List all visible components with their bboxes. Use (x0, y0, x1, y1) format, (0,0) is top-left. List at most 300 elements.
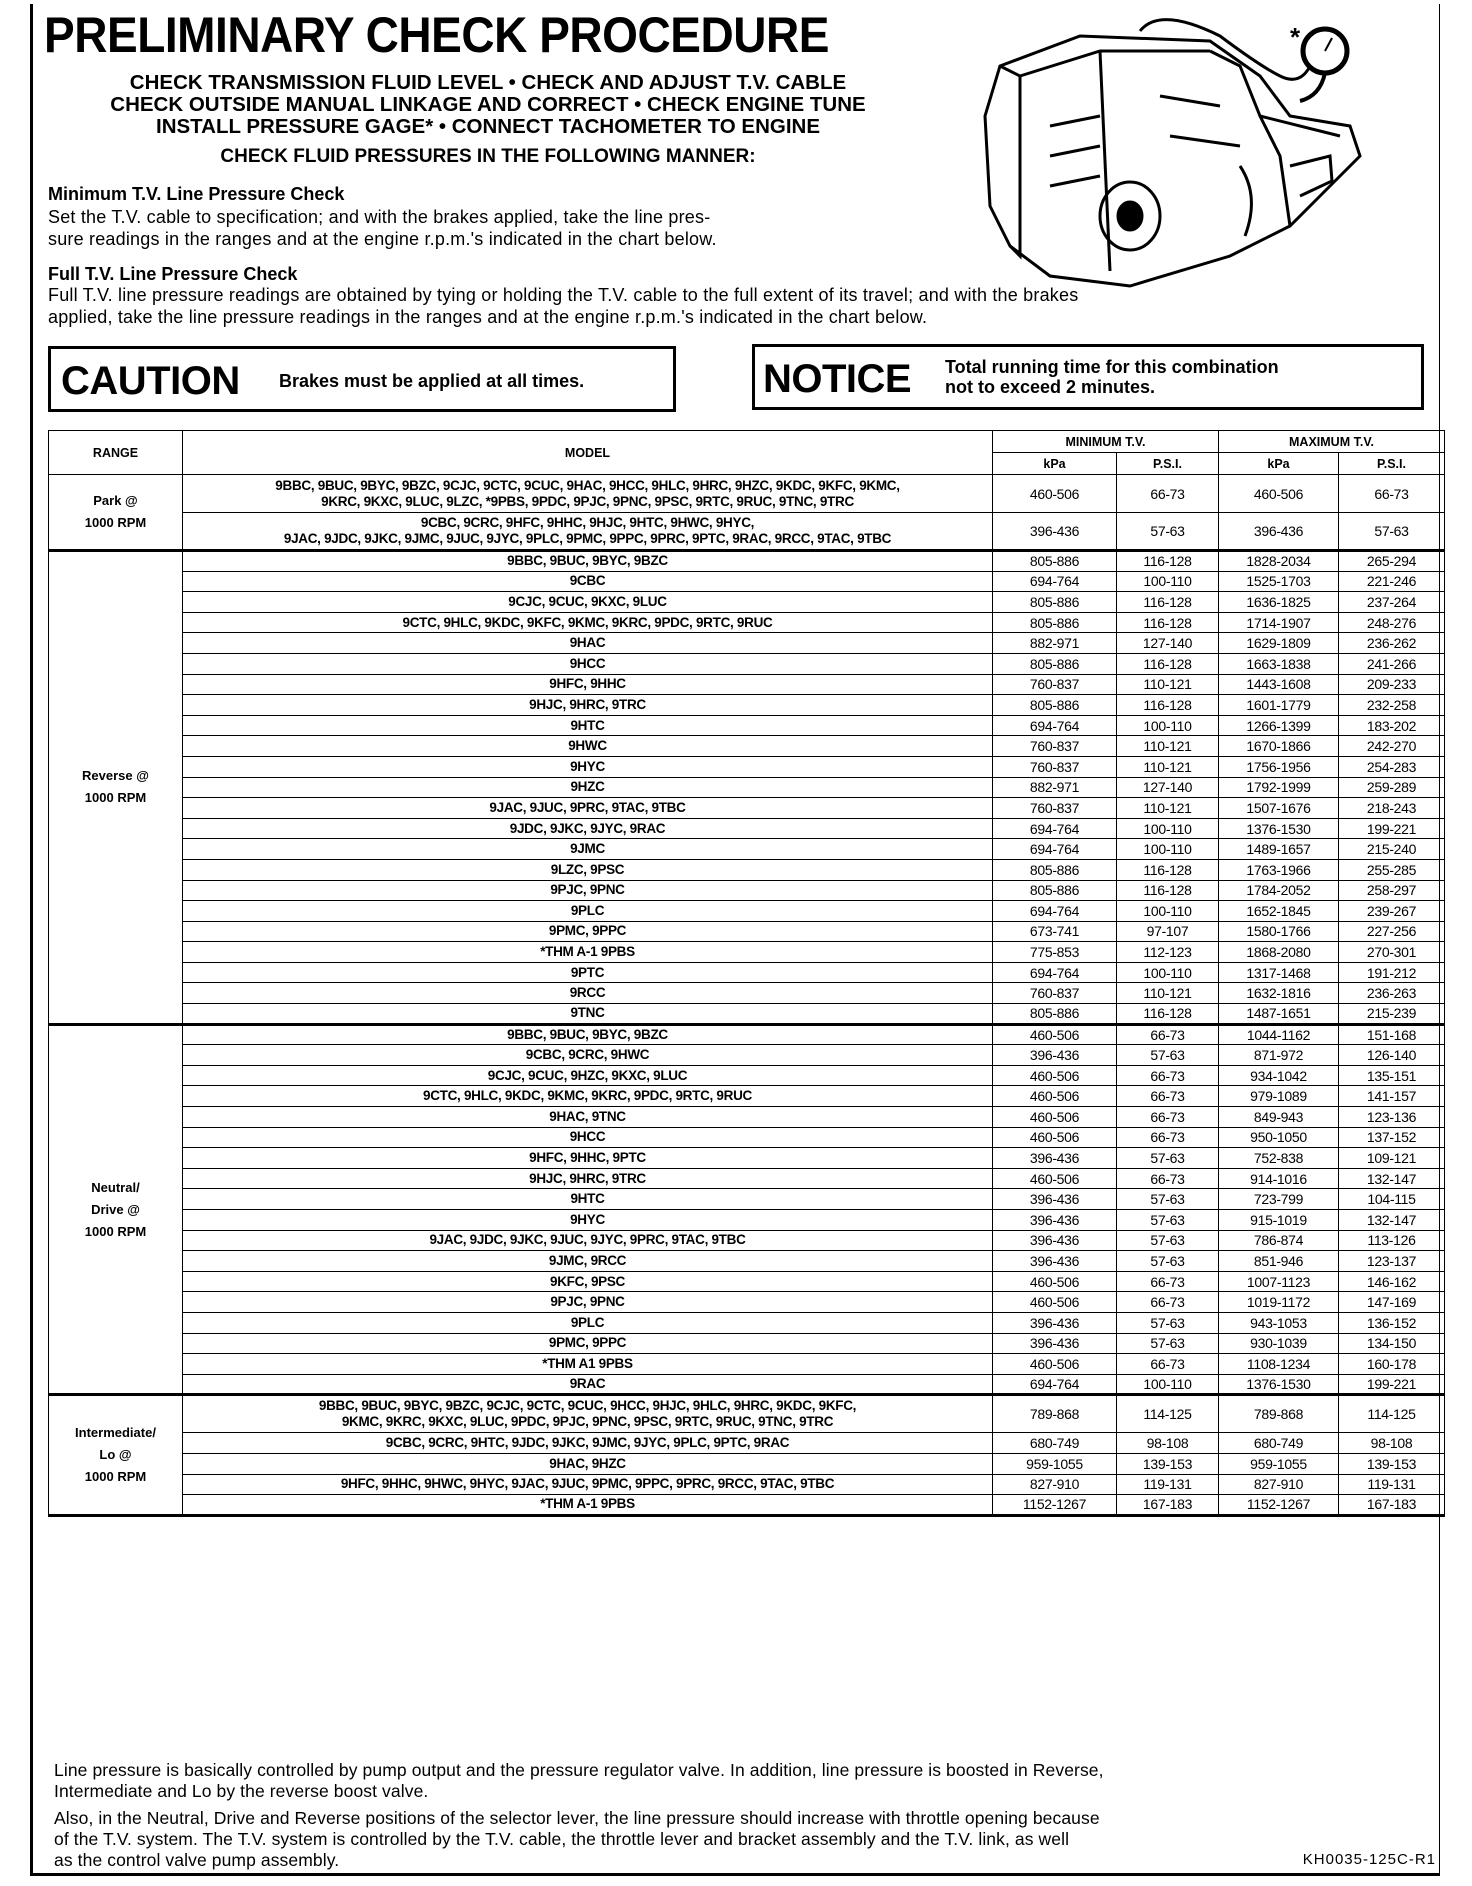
model-cell (183, 1395, 993, 1433)
table-row (49, 880, 1445, 901)
model-line: 9JMC (570, 841, 605, 857)
min-kpa-cell: 694-764 (993, 1374, 1117, 1395)
min-kpa-cell: 460-506 (993, 1354, 1117, 1375)
min-kpa-cell: 805-886 (993, 592, 1117, 613)
min-psi-cell: 97-107 (1117, 921, 1219, 942)
table-row (49, 1251, 1445, 1272)
min-psi-cell: 127-140 (1117, 777, 1219, 798)
min-psi-cell: 100-110 (1117, 1374, 1219, 1395)
model-cell (183, 1292, 993, 1313)
max-psi-cell: 241-266 (1339, 653, 1445, 674)
min-kpa-cell: 805-886 (993, 612, 1117, 633)
max-kpa-cell: 1152-1267 (1219, 1495, 1339, 1516)
table-row (49, 1168, 1445, 1189)
min-psi-cell: 116-128 (1117, 612, 1219, 633)
model-line: 9JDC, 9JKC, 9JYC, 9RAC (509, 820, 666, 836)
range-label-line: Drive @ (91, 1201, 140, 1217)
table-row (49, 1395, 1445, 1433)
min-psi-cell: 57-63 (1117, 1230, 1219, 1251)
min-kpa-cell: 396-436 (993, 1189, 1117, 1210)
min-psi-cell: 110-121 (1117, 736, 1219, 757)
max-psi-cell: 239-267 (1339, 901, 1445, 922)
header-maximum-tv: MAXIMUM T.V. (1219, 431, 1445, 453)
max-kpa-cell: 1487-1651 (1219, 1004, 1339, 1025)
model-line: 9CJC, 9CUC, 9HZC, 9KXC, 9LUC (487, 1067, 688, 1083)
min-kpa-cell: 760-837 (993, 674, 1117, 695)
table-row (49, 1210, 1445, 1231)
max-psi-cell: 237-264 (1339, 592, 1445, 613)
max-kpa-cell: 871-972 (1219, 1045, 1339, 1066)
model-cell (183, 736, 993, 757)
max-kpa-cell: 950-1050 (1219, 1127, 1339, 1148)
table-row (49, 513, 1445, 551)
model-line: 9HJC, 9HRC, 9TRC (529, 1170, 646, 1186)
model-line: 9BBC, 9BUC, 9BYC, 9BZC, 9CJC, 9CTC, 9CUC, 9HCC, 9HJC, 9HLC, 9HRC, 9KDC, 9KFC, (318, 1398, 857, 1414)
min-kpa-cell: 694-764 (993, 839, 1117, 860)
table-row (49, 612, 1445, 633)
max-kpa-cell: 1828-2034 (1219, 551, 1339, 572)
min-kpa-cell: 460-506 (993, 1168, 1117, 1189)
min-psi-cell: 57-63 (1117, 1312, 1219, 1333)
min-psi-cell: 66-73 (1117, 1086, 1219, 1107)
table-row (49, 756, 1445, 777)
max-kpa-cell: 1663-1838 (1219, 653, 1339, 674)
min-kpa-cell: 396-436 (993, 1251, 1117, 1272)
min-kpa-cell: 760-837 (993, 983, 1117, 1004)
min-psi-cell: 98-108 (1117, 1433, 1219, 1454)
max-kpa-cell: 914-1016 (1219, 1168, 1339, 1189)
min-psi-cell: 57-63 (1117, 1251, 1219, 1272)
table-row (49, 1230, 1445, 1251)
model-line: 9CJC, 9CUC, 9KXC, 9LUC (508, 593, 667, 609)
min-psi-cell: 100-110 (1117, 901, 1219, 922)
range-label-line: 1000 RPM (84, 515, 147, 530)
table-row (49, 1004, 1445, 1025)
model-cell (183, 1433, 993, 1454)
min-psi-cell: 100-110 (1117, 962, 1219, 983)
min-kpa-cell: 827-910 (993, 1474, 1117, 1495)
table-row (49, 571, 1445, 592)
min-kpa-cell: 460-506 (993, 1292, 1117, 1313)
model-line: 9JAC, 9JDC, 9JKC, 9JMC, 9JUC, 9JYC, 9PLC, 9PMC, 9PPC, 9PRC, 9PTC, 9RAC, 9RCC, 9TAC, 9TBC (283, 531, 892, 546)
max-psi-cell: 215-239 (1339, 1004, 1445, 1025)
min-kpa-cell: 460-506 (993, 1086, 1117, 1107)
max-psi-cell: 139-153 (1339, 1453, 1445, 1474)
model-cell (183, 1333, 993, 1354)
min-kpa-cell: 680-749 (993, 1433, 1117, 1454)
max-psi-cell: 57-63 (1339, 513, 1445, 551)
min-psi-cell: 116-128 (1117, 859, 1219, 880)
model-cell (183, 1024, 993, 1045)
min-psi-cell: 66-73 (1117, 1271, 1219, 1292)
model-cell (183, 1312, 993, 1333)
min-kpa-cell: 805-886 (993, 551, 1117, 572)
model-line: 9PMC, 9PPC (548, 1335, 627, 1351)
range-label-line: 1000 RPM (84, 1469, 147, 1485)
max-kpa-cell: 1317-1468 (1219, 962, 1339, 983)
model-cell (183, 715, 993, 736)
min-kpa-cell: 882-971 (993, 777, 1117, 798)
max-kpa-cell: 979-1089 (1219, 1086, 1339, 1107)
min-kpa-cell: 694-764 (993, 901, 1117, 922)
header-min-psi: P.S.I. (1117, 453, 1219, 475)
max-psi-cell: 113-126 (1339, 1230, 1445, 1251)
max-psi-cell: 114-125 (1339, 1395, 1445, 1433)
max-kpa-cell: 1632-1816 (1219, 983, 1339, 1004)
footer-p2-line-2: of the T.V. system. The T.V. system is controlled by the T.V. cable, the throttle lever and bracket assembly and the T.V. link, as well (54, 1829, 1070, 1849)
min-kpa-cell: 396-436 (993, 1333, 1117, 1354)
model-line: 9HFC, 9HHC (549, 676, 626, 692)
max-psi-cell: 255-285 (1339, 859, 1445, 880)
max-psi-cell: 259-289 (1339, 777, 1445, 798)
model-line: *THM A-1 9PBS (540, 944, 635, 960)
table-row (49, 633, 1445, 654)
model-line: 9CTC, 9HLC, 9KDC, 9KMC, 9KRC, 9PDC, 9RTC, 9RUC (422, 1088, 752, 1104)
range-label-line: Lo @ (99, 1447, 132, 1463)
max-psi-cell: 258-297 (1339, 880, 1445, 901)
model-line: 9PTC (570, 964, 605, 980)
min-kpa-cell: 775-853 (993, 942, 1117, 963)
model-cell (183, 1251, 993, 1272)
model-line: *THM A-1 9PBS (540, 1496, 635, 1512)
min-psi-cell: 66-73 (1117, 475, 1219, 513)
max-kpa-cell: 1756-1956 (1219, 756, 1339, 777)
max-psi-cell: 134-150 (1339, 1333, 1445, 1354)
model-cell (183, 1230, 993, 1251)
min-kpa-cell: 694-764 (993, 715, 1117, 736)
max-kpa-cell: 1019-1172 (1219, 1292, 1339, 1313)
model-cell (183, 551, 993, 572)
model-line: 9HZC (570, 779, 605, 795)
model-line: 9HWC (568, 738, 607, 754)
header-range: RANGE (49, 431, 183, 475)
notice-label: NOTICE (763, 357, 912, 401)
table-row (49, 551, 1445, 572)
model-line: 9HAC (569, 635, 606, 651)
caution-text: Brakes must be applied at all times. (279, 371, 585, 391)
max-psi-cell: 109-121 (1339, 1148, 1445, 1169)
range-cell (49, 551, 183, 1025)
model-cell (183, 612, 993, 633)
model-line: 9CBC, 9CRC, 9HFC, 9HHC, 9HJC, 9HTC, 9HWC, 9HYC, (420, 515, 755, 530)
min-psi-cell: 139-153 (1117, 1453, 1219, 1474)
model-line: 9PLC (570, 1314, 605, 1330)
max-kpa-cell: 1489-1657 (1219, 839, 1339, 860)
min-psi-cell: 57-63 (1117, 1148, 1219, 1169)
model-cell (183, 1354, 993, 1375)
max-kpa-cell: 1525-1703 (1219, 571, 1339, 592)
notice-line-1: Total running time for this combination (945, 357, 1279, 377)
max-kpa-cell: 723-799 (1219, 1189, 1339, 1210)
min-psi-cell: 66-73 (1117, 1024, 1219, 1045)
notice-line-2: not to exceed 2 minutes. (945, 377, 1156, 397)
min-kpa-cell: 396-436 (993, 1230, 1117, 1251)
full-check-line-1: Full T.V. line pressure readings are obtained by tying or holding the T.V. cable to the full extent of its travel; and with the brakes (48, 285, 1079, 305)
min-kpa-cell: 396-436 (993, 513, 1117, 551)
max-psi-cell: 199-221 (1339, 818, 1445, 839)
model-cell (183, 1495, 993, 1516)
model-line: 9KFC, 9PSC (549, 1273, 626, 1289)
max-kpa-cell: 680-749 (1219, 1433, 1339, 1454)
model-cell (183, 880, 993, 901)
model-line: 9HCC (569, 1129, 606, 1145)
model-cell (183, 859, 993, 880)
table-row (49, 653, 1445, 674)
min-psi-cell: 110-121 (1117, 983, 1219, 1004)
model-cell (183, 1271, 993, 1292)
model-cell (183, 1148, 993, 1169)
min-check-line-1: Set the T.V. cable to specification; and with the brakes applied, take the line pres- (48, 207, 711, 227)
max-psi-cell: 66-73 (1339, 475, 1445, 513)
max-kpa-cell: 396-436 (1219, 513, 1339, 551)
max-psi-cell: 98-108 (1339, 1433, 1445, 1454)
min-psi-cell: 114-125 (1117, 1395, 1219, 1433)
max-psi-cell: 119-131 (1339, 1474, 1445, 1495)
min-kpa-cell: 460-506 (993, 1271, 1117, 1292)
model-line: 9PMC, 9PPC (548, 923, 627, 939)
table-row (49, 674, 1445, 695)
model-cell (183, 653, 993, 674)
table-row (49, 777, 1445, 798)
max-kpa-cell: 930-1039 (1219, 1333, 1339, 1354)
min-kpa-cell: 805-886 (993, 880, 1117, 901)
model-line: 9HTC (570, 1191, 605, 1207)
min-kpa-cell: 396-436 (993, 1210, 1117, 1231)
footer-p2-line-3: as the control valve pump assembly. (54, 1850, 340, 1870)
model-line: 9CBC (569, 573, 606, 589)
min-psi-cell: 66-73 (1117, 1168, 1219, 1189)
max-psi-cell: 147-169 (1339, 1292, 1445, 1313)
table-row (49, 715, 1445, 736)
table-row (49, 1354, 1445, 1375)
table-row (49, 798, 1445, 819)
table-row (49, 1148, 1445, 1169)
min-psi-cell: 57-63 (1117, 513, 1219, 551)
max-psi-cell: 123-136 (1339, 1107, 1445, 1128)
model-cell (183, 1474, 993, 1495)
max-psi-cell: 151-168 (1339, 1024, 1445, 1045)
min-psi-cell: 100-110 (1117, 715, 1219, 736)
table-row (49, 475, 1445, 513)
min-psi-cell: 116-128 (1117, 653, 1219, 674)
min-kpa-cell: 460-506 (993, 1107, 1117, 1128)
max-kpa-cell: 851-946 (1219, 1251, 1339, 1272)
model-cell (183, 756, 993, 777)
min-psi-cell: 100-110 (1117, 571, 1219, 592)
model-cell (183, 1107, 993, 1128)
footer-p1-line-1: Line pressure is basically controlled by pump output and the pressure regulator valve. In addition, line pressure is boosted in Reverse, (54, 1760, 1104, 1780)
model-line: 9BBC, 9BUC, 9BYC, 9BZC (507, 553, 668, 569)
model-line: 9RAC (569, 1376, 606, 1392)
model-cell (183, 571, 993, 592)
model-cell (183, 1210, 993, 1231)
max-kpa-cell: 1376-1530 (1219, 1374, 1339, 1395)
range-label-line: 1000 RPM (84, 790, 147, 806)
model-cell (183, 1127, 993, 1148)
min-kpa-cell: 760-837 (993, 756, 1117, 777)
max-psi-cell: 183-202 (1339, 715, 1445, 736)
min-psi-cell: 167-183 (1117, 1495, 1219, 1516)
max-psi-cell: 218-243 (1339, 798, 1445, 819)
table-row (49, 592, 1445, 613)
header-minimum-tv: MINIMUM T.V. (993, 431, 1219, 453)
max-psi-cell: 146-162 (1339, 1271, 1445, 1292)
max-psi-cell: 126-140 (1339, 1045, 1445, 1066)
max-psi-cell: 236-262 (1339, 633, 1445, 654)
max-kpa-cell: 1376-1530 (1219, 818, 1339, 839)
model-cell (183, 1086, 993, 1107)
max-kpa-cell: 1670-1866 (1219, 736, 1339, 757)
header-min-kpa: kPa (993, 453, 1117, 475)
min-kpa-cell: 460-506 (993, 1024, 1117, 1045)
model-line: 9HCC (569, 655, 606, 671)
model-line: 9PJC, 9PNC (550, 882, 625, 898)
model-cell (183, 1189, 993, 1210)
table-row (49, 1292, 1445, 1313)
model-line: 9KRC, 9KXC, 9LUC, 9LZC, *9PBS, 9PDC, 9PJC, 9PNC, 9PSC, 9RTC, 9RUC, 9TNC, 9TRC (321, 493, 854, 509)
min-psi-cell: 66-73 (1117, 1292, 1219, 1313)
min-kpa-cell: 805-886 (993, 695, 1117, 716)
min-psi-cell: 116-128 (1117, 880, 1219, 901)
min-psi-cell: 57-63 (1117, 1189, 1219, 1210)
model-line: 9LZC, 9PSC (550, 861, 625, 877)
max-kpa-cell: 1714-1907 (1219, 612, 1339, 633)
range-label-line: Neutral/ (91, 1179, 140, 1195)
max-kpa-cell: 786-874 (1219, 1230, 1339, 1251)
model-line: 9HYC (570, 1211, 605, 1227)
max-psi-cell: 135-151 (1339, 1065, 1445, 1086)
model-line: 9HAC, 9HZC (549, 1455, 626, 1471)
max-psi-cell: 215-240 (1339, 839, 1445, 860)
min-psi-cell: 57-63 (1117, 1045, 1219, 1066)
max-kpa-cell: 752-838 (1219, 1148, 1339, 1169)
full-check-line-2: applied, take the line pressure readings in the ranges and at the engine r.p.m.'s indicated in the chart below. (48, 307, 928, 327)
min-kpa-cell: 959-1055 (993, 1453, 1117, 1474)
max-kpa-cell: 789-868 (1219, 1395, 1339, 1433)
header-max-kpa: kPa (1219, 453, 1339, 475)
range-label-line: Intermediate/ (75, 1425, 156, 1441)
max-psi-cell: 132-147 (1339, 1210, 1445, 1231)
max-kpa-cell: 1763-1966 (1219, 859, 1339, 880)
max-kpa-cell: 934-1042 (1219, 1065, 1339, 1086)
max-kpa-cell: 460-506 (1219, 475, 1339, 513)
model-line: 9HYC (570, 758, 605, 774)
table-row (49, 1086, 1445, 1107)
max-kpa-cell: 1443-1608 (1219, 674, 1339, 695)
min-kpa-cell: 789-868 (993, 1395, 1117, 1433)
model-line: 9JAC, 9JUC, 9PRC, 9TAC, 9TBC (489, 799, 686, 815)
model-line: 9JMC, 9RCC (548, 1252, 627, 1268)
model-cell (183, 921, 993, 942)
model-cell (183, 1453, 993, 1474)
model-cell (183, 839, 993, 860)
max-kpa-cell: 1629-1809 (1219, 633, 1339, 654)
model-line: 9HFC, 9HHC, 9PTC (529, 1150, 646, 1166)
notice-box (752, 344, 1424, 410)
table-row (49, 839, 1445, 860)
range-cell (49, 475, 183, 551)
min-kpa-cell: 805-886 (993, 1004, 1117, 1025)
model-cell (183, 901, 993, 922)
min-psi-cell: 110-121 (1117, 756, 1219, 777)
max-kpa-cell: 1007-1123 (1219, 1271, 1339, 1292)
max-psi-cell: 242-270 (1339, 736, 1445, 757)
table-row (49, 1024, 1445, 1045)
max-kpa-cell: 1108-1234 (1219, 1354, 1339, 1375)
min-psi-cell: 127-140 (1117, 633, 1219, 654)
model-line: 9RCC (569, 985, 606, 1001)
min-kpa-cell: 694-764 (993, 962, 1117, 983)
max-kpa-cell: 1601-1779 (1219, 695, 1339, 716)
table-row (49, 1374, 1445, 1395)
model-line: 9KMC, 9KRC, 9KXC, 9LUC, 9PDC, 9PJC, 9PNC, 9PSC, 9RTC, 9RUC, 9TNC, 9TRC (341, 1414, 834, 1430)
model-line: 9PLC (570, 902, 605, 918)
min-psi-cell: 100-110 (1117, 818, 1219, 839)
min-kpa-cell: 396-436 (993, 1312, 1117, 1333)
table-row (49, 736, 1445, 757)
max-kpa-cell: 1636-1825 (1219, 592, 1339, 613)
min-kpa-cell: 760-837 (993, 736, 1117, 757)
table-row (49, 921, 1445, 942)
max-psi-cell: 232-258 (1339, 695, 1445, 716)
table-row (49, 1107, 1445, 1128)
max-kpa-cell: 1507-1676 (1219, 798, 1339, 819)
max-psi-cell: 104-115 (1339, 1189, 1445, 1210)
model-cell (183, 1374, 993, 1395)
model-cell (183, 818, 993, 839)
max-kpa-cell: 959-1055 (1219, 1453, 1339, 1474)
max-psi-cell: 141-157 (1339, 1086, 1445, 1107)
table-row (49, 1453, 1445, 1474)
min-kpa-cell: 396-436 (993, 1045, 1117, 1066)
min-kpa-cell: 805-886 (993, 653, 1117, 674)
min-kpa-cell: 1152-1267 (993, 1495, 1117, 1516)
max-psi-cell: 227-256 (1339, 921, 1445, 942)
max-psi-cell: 199-221 (1339, 1374, 1445, 1395)
intro-line-1: CHECK TRANSMISSION FLUID LEVEL • CHECK AND ADJUST T.V. CABLE (129, 71, 847, 94)
model-line: 9CBC, 9CRC, 9HWC (525, 1047, 650, 1063)
max-psi-cell: 254-283 (1339, 756, 1445, 777)
model-line: 9PJC, 9PNC (550, 1294, 625, 1310)
min-kpa-cell: 694-764 (993, 571, 1117, 592)
table-row (49, 1333, 1445, 1354)
min-psi-cell: 119-131 (1117, 1474, 1219, 1495)
max-psi-cell: 191-212 (1339, 962, 1445, 983)
max-psi-cell: 136-152 (1339, 1312, 1445, 1333)
intro-line-4: CHECK FLUID PRESSURES IN THE FOLLOWING MANNER: (220, 146, 756, 167)
intro-line-2: CHECK OUTSIDE MANUAL LINKAGE AND CORRECT • CHECK ENGINE TUNE (110, 93, 866, 116)
max-psi-cell: 236-263 (1339, 983, 1445, 1004)
min-kpa-cell: 396-436 (993, 1148, 1117, 1169)
model-line: 9BBC, 9BUC, 9BYC, 9BZC, 9CJC, 9CTC, 9CUC, 9HAC, 9HCC, 9HLC, 9HRC, 9HZC, 9KDC, 9KFC, 9KMC, (275, 477, 900, 493)
table-row (49, 962, 1445, 983)
max-psi-cell: 248-276 (1339, 612, 1445, 633)
table-row (49, 818, 1445, 839)
table-row (49, 983, 1445, 1004)
model-line: 9HTC (570, 717, 605, 733)
min-psi-cell: 110-121 (1117, 674, 1219, 695)
min-kpa-cell: 694-764 (993, 818, 1117, 839)
max-kpa-cell: 1044-1162 (1219, 1024, 1339, 1045)
table-row (49, 1045, 1445, 1066)
range-label-line: Park @ (93, 493, 138, 508)
max-kpa-cell: 849-943 (1219, 1107, 1339, 1128)
max-kpa-cell: 915-1019 (1219, 1210, 1339, 1231)
model-cell (183, 962, 993, 983)
max-kpa-cell: 1580-1766 (1219, 921, 1339, 942)
model-cell (183, 777, 993, 798)
max-psi-cell: 167-183 (1339, 1495, 1445, 1516)
